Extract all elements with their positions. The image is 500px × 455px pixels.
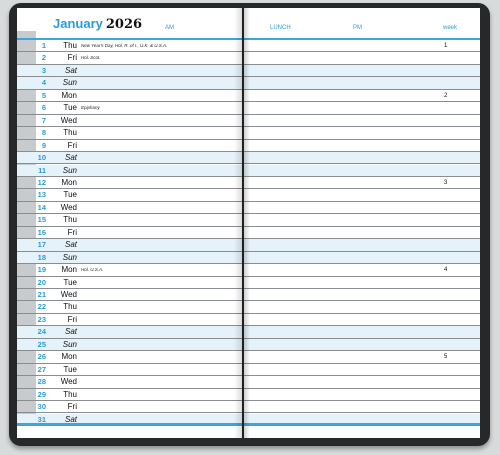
day-row[interactable] [17,102,242,114]
day-row[interactable] [244,127,480,139]
date-number: 8 [41,128,46,138]
date-number: 7 [41,115,46,125]
date-number: 17 [37,240,46,250]
day-row[interactable] [17,301,242,313]
day-row[interactable] [17,264,242,276]
date-number: 22 [37,302,46,312]
day-row[interactable] [17,165,242,177]
date-number: 11 [38,165,46,175]
weekday-label: Mon [61,352,77,362]
weekday-label: Thu [63,389,77,399]
day-row[interactable] [244,52,480,64]
day-row[interactable] [17,189,242,201]
day-row[interactable] [244,239,480,251]
date-number: 2 [41,53,46,63]
date-number: 16 [37,227,46,237]
day-row[interactable] [244,90,480,102]
day-row[interactable] [244,214,480,226]
date-number: 10 [37,153,46,163]
week-number: 3 [444,179,448,186]
date-number: 15 [37,215,46,225]
day-row[interactable] [244,264,480,276]
date-number: 20 [37,277,46,287]
date-number: 12 [37,177,46,187]
weekday-label: Sun [62,165,77,175]
left-page [17,8,242,438]
day-row[interactable] [244,401,480,413]
day-row[interactable] [17,140,242,152]
day-row[interactable] [244,339,480,351]
date-number: 25 [37,339,46,349]
holiday-note: Hol. Scot. [81,55,101,61]
day-row[interactable] [244,351,480,363]
pm-column-header: PM [353,25,362,31]
day-row[interactable] [244,227,480,239]
day-row[interactable] [244,301,480,313]
day-row[interactable] [17,77,242,89]
day-row[interactable] [17,202,242,214]
day-row[interactable] [244,376,480,388]
weekday-label: Sun [62,339,77,349]
date-number: 27 [37,364,46,374]
day-row[interactable] [244,326,480,338]
weekday-label: Fri [67,314,77,324]
weekday-label: Sat [64,65,77,75]
day-row[interactable] [244,40,480,52]
weekday-label: Sat [64,153,77,163]
day-row[interactable] [244,165,480,177]
day-row[interactable] [244,102,480,114]
weekday-label: Sun [62,78,77,88]
weekday-label: Tue [63,190,77,200]
weekday-label: Wed [60,202,77,212]
month-name: January [53,16,103,31]
day-row[interactable] [17,364,242,376]
day-row[interactable] [244,389,480,401]
date-number: 1 [41,41,46,50]
day-row[interactable] [17,326,242,338]
week-column-header: week [443,25,458,31]
week-number: 1 [444,43,448,49]
right-page [244,8,480,438]
week-number: 5 [444,354,448,361]
date-number: 4 [41,78,46,88]
date-number: 30 [37,402,46,412]
weekday-label: Thu [63,128,77,138]
day-row[interactable] [17,52,242,64]
weekday-label: Wed [60,115,77,125]
day-row[interactable] [17,127,242,139]
date-number: 14 [37,202,46,212]
holiday-note: Hol. U.S.A. [81,267,104,273]
day-row[interactable] [244,314,480,326]
date-number: 5 [41,90,46,100]
date-number: 9 [41,140,46,150]
weekday-label: Thu [63,215,77,225]
weekday-label: Fri [67,227,77,237]
weekday-label: Tue [63,364,77,374]
day-row[interactable] [17,90,242,102]
weekday-label: Fri [67,402,77,412]
day-row[interactable] [17,339,242,351]
date-number: 19 [37,265,46,275]
day-row[interactable] [17,152,242,164]
date-number: 29 [37,389,46,399]
date-number: 18 [37,252,46,262]
day-row[interactable] [244,140,480,152]
day-row[interactable] [17,115,242,127]
year: 2026 [105,17,143,32]
week-number: 4 [444,267,448,274]
weekday-label: Sat [64,327,77,337]
day-row[interactable] [17,227,242,239]
day-row[interactable] [244,364,480,376]
date-number: 28 [37,377,46,387]
am-column-header: AM [165,25,174,31]
weekday-label: Tue [63,277,77,287]
date-number: 31 [37,414,46,424]
day-row[interactable] [244,177,480,189]
weekday-label: Sat [64,414,77,424]
day-row[interactable] [17,65,242,77]
weekday-label: Thu [63,41,77,50]
day-row[interactable] [17,239,242,251]
day-row[interactable] [244,189,480,201]
weekday-label: Mon [61,177,77,187]
weekday-label: Thu [63,302,77,312]
date-number: 24 [37,327,46,337]
day-row[interactable] [17,214,242,226]
day-row[interactable] [244,252,480,264]
date-number: 23 [37,314,46,324]
day-row[interactable] [244,289,480,301]
date-number: 21 [37,290,46,299]
day-row[interactable] [244,202,480,214]
weekday-label: Sat [64,240,77,250]
day-row[interactable] [17,401,242,413]
holiday-note: Epiphany [81,105,100,111]
weekday-label: Tue [63,103,77,113]
day-row[interactable] [17,277,242,289]
weekday-label: Mon [61,265,77,275]
day-row[interactable] [17,252,242,264]
weekday-label: Mon [61,90,77,100]
day-row[interactable] [244,77,480,89]
day-row[interactable] [244,152,480,164]
month-heading [53,16,142,32]
day-row[interactable] [17,376,242,388]
day-row[interactable] [17,389,242,401]
date-number: 13 [37,190,46,200]
day-row[interactable] [17,40,242,52]
weekday-label: Wed [60,377,77,387]
date-number: 3 [41,65,46,75]
bottom-rule [17,423,242,425]
day-row[interactable] [17,351,242,363]
date-number: 6 [41,103,46,113]
day-row[interactable] [244,115,480,127]
date-number: 26 [37,352,46,362]
holiday-note: New Year's Day, Hol. R. of I., U.K. & U.S.A. [81,43,168,48]
weekday-label: Fri [67,140,77,150]
bottom-rule [244,423,480,425]
day-row[interactable] [244,277,480,289]
weekday-label: Wed [60,290,77,299]
day-row[interactable] [244,65,480,77]
week-number: 2 [444,92,448,99]
lunch-column-header: LUNCH [270,25,291,31]
day-row[interactable] [17,289,242,301]
day-row[interactable] [17,314,242,326]
weekday-label: Fri [67,53,77,63]
weekday-label: Sun [62,252,77,262]
day-row[interactable] [17,177,242,189]
